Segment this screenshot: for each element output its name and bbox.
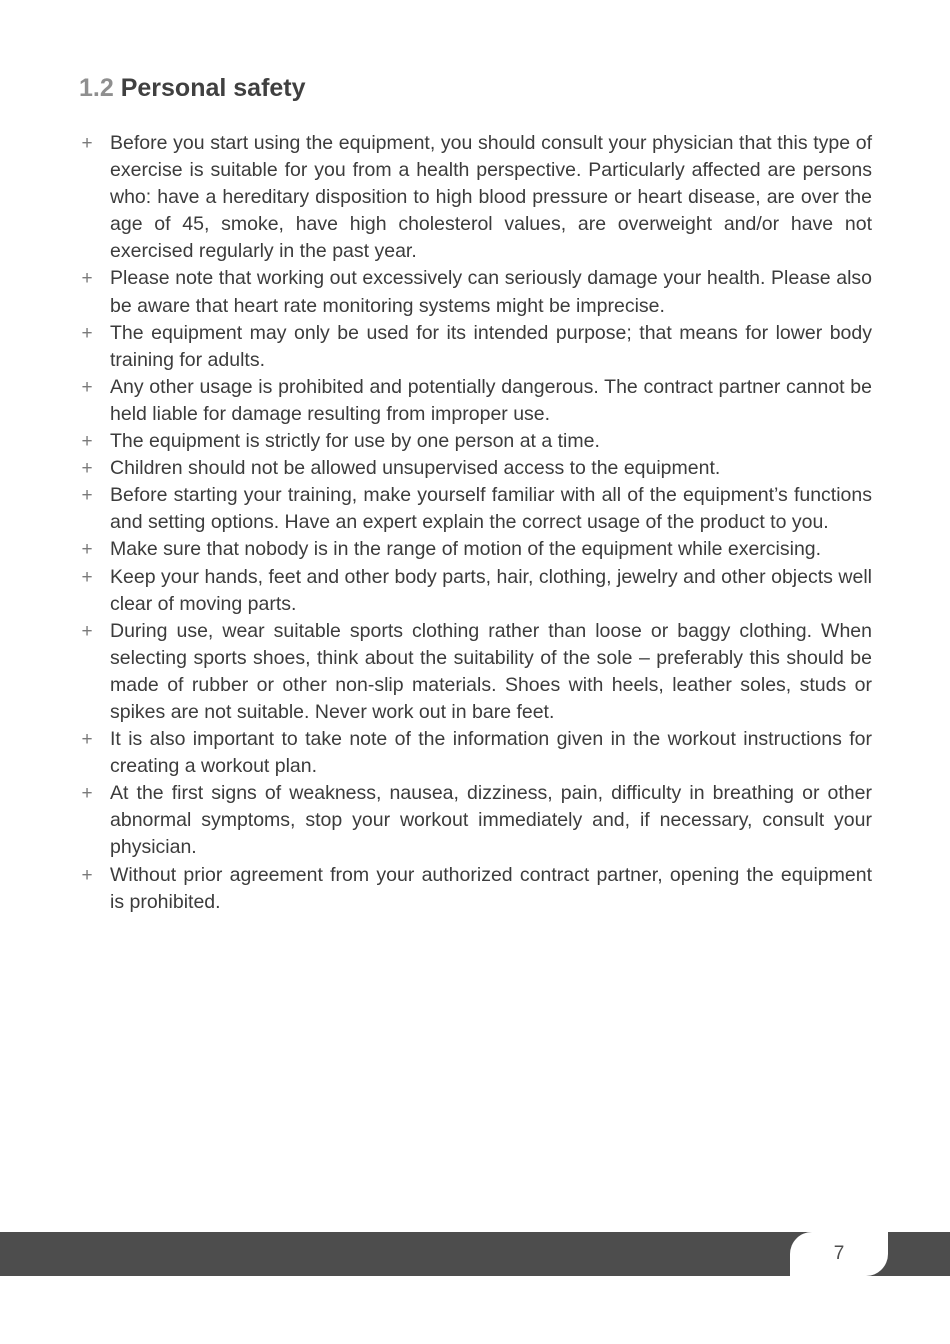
section-number: 1.2 [79, 74, 114, 102]
plus-icon: + [81, 783, 93, 805]
list-item [79, 265, 872, 319]
page-number-badge [790, 1232, 888, 1276]
list-item [79, 780, 872, 861]
list-item-text: Before you start using the equipment, you should consult your physician that this type of exercise is suitable for you from a health perspective. Particularly affected are persons who: have a hereditary disposition to high blood pressure or heart disease, are over the age of 45, smoke, have high cholesterol values, are overweight and/or have not exercised regularly in the past year. [110, 132, 872, 263]
plus-icon: + [81, 322, 93, 344]
list-item-text: Please note that working out excessively can seriously damage your health. Please also be aware that heart rate monitoring systems might be imprecise. [110, 267, 872, 317]
plus-icon: + [81, 431, 93, 453]
list-item-text: Keep your hands, feet and other body parts, hair, clothing, jewelry and other objects well clear of moving parts. [110, 565, 872, 615]
list-item [79, 862, 872, 916]
list-item-text: Before starting your training, make yourself familiar with all of the equipment’s functions and setting options. Have an expert explain the correct usage of the product to you. [110, 484, 872, 534]
list-item [79, 455, 872, 482]
list-item-text: Any other usage is prohibited and potentially dangerous. The contract partner cannot be held liable for damage resulting from improper use. [110, 375, 872, 425]
plus-icon: + [81, 539, 93, 561]
list-item [79, 374, 872, 428]
safety-list [79, 130, 872, 916]
list-item [79, 130, 872, 265]
plus-icon: + [81, 864, 93, 886]
list-item [79, 726, 872, 780]
list-item-text: Make sure that nobody is in the range of motion of the equipment while exercising. [110, 538, 822, 561]
list-item-text: Without prior agreement from your authorized contract partner, opening the equipment is prohibited. [110, 863, 872, 913]
plus-icon: + [81, 729, 93, 751]
list-item [79, 618, 872, 726]
page-number: 7 [833, 1243, 845, 1264]
list-item [79, 320, 872, 374]
plus-icon: + [81, 566, 93, 588]
plus-icon: + [81, 268, 93, 290]
section-heading [79, 72, 306, 104]
plus-icon: + [81, 458, 93, 480]
plus-icon: + [81, 620, 93, 642]
list-item [79, 482, 872, 536]
list-item-text: During use, wear suitable sports clothing rather than loose or baggy clothing. When selecting sports shoes, think about the suitability of the sole – preferably this should be made of rubber or other non-slip materials. Shoes with heels, leather soles, studs or spikes are not suitable. Never work out in bare feet. [110, 619, 872, 723]
section-title: Personal safety [120, 74, 306, 102]
list-item [79, 564, 872, 618]
list-item-text: The equipment may only be used for its intended purpose; that means for lower body training for adults. [110, 321, 872, 371]
list-item-text: At the first signs of weakness, nausea, dizziness, pain, difficulty in breathing or other abnormal symptoms, stop your workout immediately and, if necessary, consult your physician. [110, 782, 872, 859]
list-item-text: Children should not be allowed unsupervised access to the equipment. [110, 457, 721, 480]
list-item-text: The equipment is strictly for use by one person at a time. [110, 430, 600, 453]
list-item [79, 428, 872, 455]
plus-icon: + [81, 133, 93, 154]
list-item [79, 536, 872, 563]
plus-icon: + [81, 485, 93, 507]
plus-icon: + [81, 376, 93, 398]
list-item-text: It is also important to take note of the information given in the workout instructions for creating a workout plan. [110, 728, 872, 778]
